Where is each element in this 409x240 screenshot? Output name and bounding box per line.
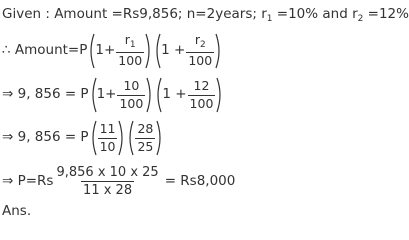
- one-plus: 1+: [95, 42, 116, 59]
- left-paren: [87, 33, 95, 69]
- right-paren: [156, 120, 164, 156]
- answer-label: Ans.: [2, 203, 32, 219]
- fraction-r1-over-100: [116, 34, 144, 68]
- one-plus: 1 +: [161, 42, 186, 59]
- result-fraction: [54, 166, 160, 197]
- fraction-10-over-100: [117, 80, 145, 110]
- given-prefix: Given : Amount =Rs9,856; n=2years; r: [2, 6, 267, 22]
- numerator: 12: [193, 78, 210, 93]
- denominator: 25: [137, 138, 154, 154]
- right-paren: [215, 33, 223, 69]
- r1-symbol: r: [124, 32, 130, 48]
- left-paren: [89, 77, 97, 113]
- fraction-r2-over-100: [186, 34, 214, 68]
- left-paren: [126, 120, 134, 156]
- given-mid: =10% and r: [272, 6, 358, 22]
- simplified-label: ⇒ 9, 856 = P: [2, 129, 89, 146]
- r2-subscript: 2: [357, 14, 364, 24]
- r1-symbol-subscript: 1: [129, 40, 136, 51]
- substitution-line: [2, 77, 224, 113]
- right-paren: [118, 120, 126, 156]
- formula-label: ∴ Amount=P: [2, 42, 88, 59]
- denominator: 100: [118, 53, 143, 69]
- result-denominator: 11 x 28: [83, 183, 133, 198]
- result-value: = Rs8,000: [164, 172, 236, 189]
- numerator: 10: [123, 78, 140, 93]
- result-line: [2, 166, 235, 197]
- left-paren: [89, 120, 97, 156]
- numerator: 11: [99, 121, 116, 136]
- left-paren: [154, 77, 162, 113]
- given-suffix: =12%: [363, 6, 409, 22]
- denominator: 100: [189, 95, 214, 111]
- result-label: ⇒ P=Rs: [2, 172, 54, 189]
- left-paren: [153, 33, 161, 69]
- fraction-11-over-10: [98, 123, 118, 153]
- right-paren: [145, 33, 153, 69]
- right-paren: [216, 77, 224, 113]
- r1-subscript: 1: [266, 14, 273, 24]
- numerator: 28: [137, 121, 154, 136]
- one-plus: 1+: [96, 86, 117, 103]
- denominator: 10: [99, 138, 116, 154]
- simplified-line: [2, 120, 164, 156]
- right-paren: [146, 77, 154, 113]
- r2-symbol: r: [194, 32, 200, 48]
- one-plus: 1 +: [162, 86, 187, 103]
- result-numerator: 9,856 x 10 x 25: [56, 165, 159, 180]
- denominator: 100: [188, 53, 213, 69]
- substitution-label: ⇒ 9, 856 = P: [2, 86, 89, 103]
- fraction-12-over-100: [188, 80, 216, 110]
- fraction-28-over-25: [135, 123, 155, 153]
- given-statement: [2, 8, 409, 24]
- formula-line: [2, 33, 223, 69]
- r2-symbol-subscript: 2: [199, 40, 206, 51]
- denominator: 100: [119, 95, 144, 111]
